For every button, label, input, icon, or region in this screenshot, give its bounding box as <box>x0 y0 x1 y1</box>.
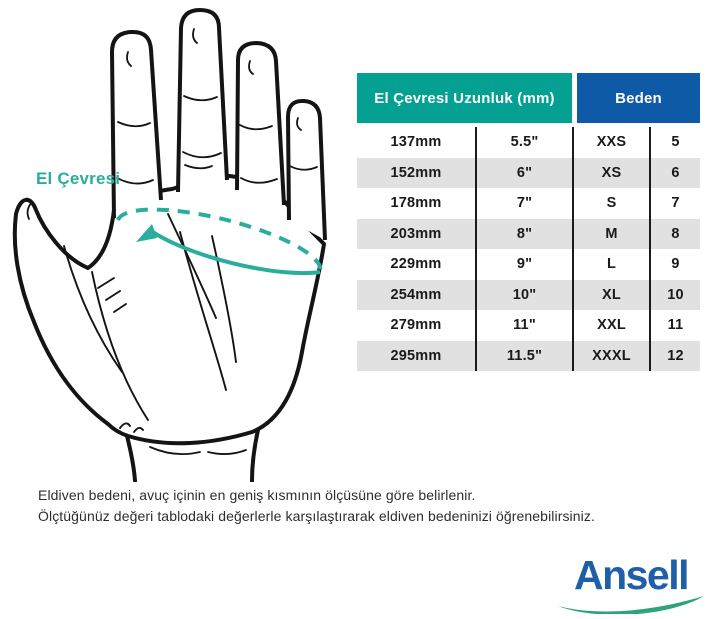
cell-size_number: 10 <box>649 280 700 311</box>
table-row <box>357 310 700 341</box>
size-table-header <box>357 73 700 123</box>
size-table <box>357 73 700 371</box>
cell-size: M <box>572 219 649 250</box>
cell-circumference_mm: 229mm <box>390 256 442 273</box>
cell-size: L <box>572 249 649 280</box>
cell-size_number: 9 <box>649 249 700 280</box>
cell-size_number: 6 <box>649 158 700 189</box>
cell-circumference_in: 11.5" <box>475 341 572 372</box>
table-row <box>357 280 700 311</box>
ansell-logo-text: Ansell <box>573 552 689 598</box>
instructions <box>38 485 595 527</box>
wrist-line-right <box>252 430 258 481</box>
header-circumference: El Çevresi Uzunluk (mm) <box>357 73 572 123</box>
size-table-body <box>357 127 700 371</box>
cell-circumference_in: 8" <box>475 219 572 250</box>
cell-circumference_in: 6" <box>475 158 572 189</box>
cell-circumference_in: 9" <box>475 249 572 280</box>
cell-size_number: 5 <box>649 127 700 158</box>
instruction-line-2: Ölçtüğünüz değeri tablodaki değerlerle karşılaştırarak eldiven bedeninizi öğrenebilirsiniz. <box>38 508 595 524</box>
hand-drawing <box>0 0 352 482</box>
wrist-line-left <box>127 436 135 481</box>
cell-size_number: 11 <box>649 310 700 341</box>
cell-circumference_mm: 279mm <box>390 317 442 334</box>
instruction-line-1: Eldiven bedeni, avuç içinin en geniş kısmının ölçüsüne göre belirlenir. <box>38 487 476 503</box>
cell-circumference_mm: 203mm <box>390 225 442 242</box>
cell-size: XXL <box>572 310 649 341</box>
cell-circumference_in: 11" <box>475 310 572 341</box>
table-row <box>357 127 700 158</box>
cell-size_number: 8 <box>649 219 700 250</box>
cell-circumference_mm: 152mm <box>390 164 442 181</box>
table-row <box>357 341 700 372</box>
table-row <box>357 249 700 280</box>
cell-circumference_in: 7" <box>475 188 572 219</box>
cell-circumference_mm: 137mm <box>390 134 442 151</box>
table-row <box>357 188 700 219</box>
ansell-logo <box>556 554 706 614</box>
header-size: Beden <box>577 73 700 123</box>
cell-size: XXS <box>572 127 649 158</box>
cell-size: XL <box>572 280 649 311</box>
cell-circumference_mm: 295mm <box>390 347 442 364</box>
hand-circumference-label: El Çevresi <box>36 169 121 188</box>
index-finger <box>112 32 161 218</box>
cell-circumference_in: 10" <box>475 280 572 311</box>
cell-size_number: 7 <box>649 188 700 219</box>
cell-circumference_mm: 178mm <box>390 195 442 212</box>
cell-size: XS <box>572 158 649 189</box>
table-row <box>357 158 700 189</box>
wrist-crease <box>150 447 246 454</box>
cell-size: S <box>572 188 649 219</box>
cell-circumference_in: 5.5" <box>475 127 572 158</box>
hand-illustration <box>0 0 352 482</box>
table-row <box>357 219 700 250</box>
cell-size_number: 12 <box>649 341 700 372</box>
cell-size: XXXL <box>572 341 649 372</box>
ring-finger <box>237 43 284 205</box>
cell-circumference_mm: 254mm <box>390 286 442 303</box>
